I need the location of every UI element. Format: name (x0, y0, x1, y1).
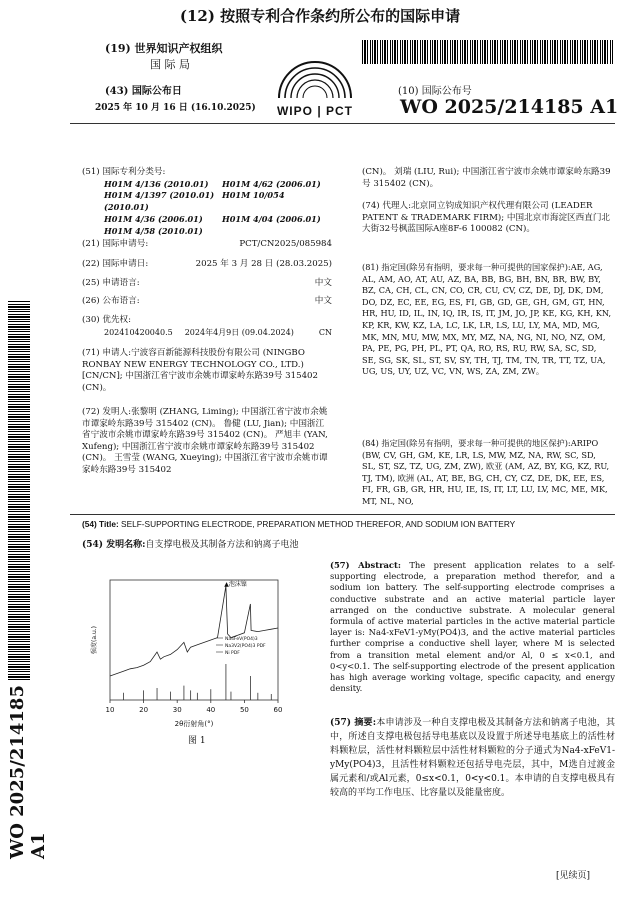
x-tick-label-5: 60 (273, 706, 283, 714)
top-barcode (362, 40, 614, 64)
abstract-en: (57) Abstract: The present application relates to a self-supporting electrode, a preparation method therefor, and a sodium ion battery. The self-supporting electrode comprises a conductive substrate and an active material particle layer arranged on the conductive substrate. A molecular general formula of active material particles in the active material particle layer is: Na4-xFeV1-yMy(PO4)3, and the active material particles further comprise a conductive shell layer, where M is selected from a transition metal element and/or Al, 0 ≤ x<0.1, and 0<y<0.1. The self-supporting electrode of the present application has high average working voltage, specific capacity, and energy density. (330, 560, 615, 694)
mid-rule (70, 514, 615, 515)
filing-lang-row: (25) 申请语言: 中文 (82, 278, 332, 288)
app-no-row: (21) 国际申请号: PCT/CN2025/085984 (82, 239, 332, 249)
classification-codes: H01M 4/136 (2010.01) H01M 4/62 (2006.01) H01M 4/1397 (2010.01) H01M 10/054 (2010.01) H01M 4/36 (2006.01) H01M 4/04 (2006.01) H01M 4/58 (2010.01) (104, 178, 321, 236)
pub-number: WO 2025/214185 A1 (400, 96, 619, 118)
continued-note: [见续页] (556, 871, 591, 881)
wipo-logo (275, 58, 355, 118)
inventors-block: (72) 发明人:张黎明 (ZHANG, Liming); 中国浙江省宁波市余姚市谭家岭东路39号 315402 (CN)。 鲁健 (LU, Jian); 中国浙江省宁波市余姚市谭家岭东路39号 315402 (CN)。 严旭丰 (YAN, Xufeng); 中国浙江省宁波市余姚市谭家岭东路39号 315402 (CN)。 王雪莹 (WANG, Xueying); 中国浙江省宁波市余姚市谭家岭东路39号 315402 (82, 407, 328, 475)
applicant-block: (71) 申请人:宁波容百新能源科技股份有限公司 (NINGBO RONBAY NEW ENERGY TECHNOLOGY CO., LTD.) [CN/CN]; 中国浙江省宁波市余姚市谭家岭东路39号 315402 (CN)。 (82, 348, 318, 393)
wipo-logo-text: WIPO | PCT (276, 104, 354, 118)
pub-date: 2025 年 10 月 16 日 (16.10.2025) (95, 103, 256, 113)
xrd-figure (88, 572, 320, 752)
filing-date-row: (22) 国际申请日: 2025 年 3 月 28 日 (28.03.2025) (82, 259, 332, 269)
org-bureau: 国 际 局 (150, 58, 190, 71)
x-tick-label-1: 20 (139, 706, 149, 714)
wipo-emblem-icon (275, 58, 355, 100)
classification-label: (51) 国际专利分类号: (82, 167, 166, 177)
legend-entry-1: Na3V2(PO4)3 PDF (225, 644, 266, 649)
priority-block: (30) 优先权: 202410420040.5 2024年4月9日 (09.04.2024) CN (82, 315, 332, 337)
foam-nickel-annotation: ▲泡沫镍 (224, 581, 247, 588)
xrd-chart (88, 572, 320, 737)
title-en: (54) Title: SELF-SUPPORTING ELECTRODE, PREPARATION METHOD THEREFOR, AND SODIUM ION BATTERY (82, 519, 516, 529)
designated-national: (81) 指定国(除另有指明，要求每一种可提供的国家保护):AE, AG, AL, AM, AO, AT, AU, AZ, BA, BB, BG, BH, BN, BR, BW, BY, BZ, CA, CH, CL, CN, CO, CR, CU, CV, CZ, DE, DJ, DK, DM, DO, DZ, EC, EE, EG, ES, FI, GB, GD, GE, GH, GM, GT, HN, HR, HU, ID, IL, IN, IQ, IR, IS, IT, JM, JO, JP, KE, KG, KH, KN, KP, KR, KW, KZ, LA, LC, LK, LR, LS, LU, LY, MA, MD, MG, MK, MN, MU, MW, MX, MY, MZ, NA, NG, NI, NO, NZ, OM, PA, PE, PG, PH, PL, PT, QA, RO, RS, RU, RW, SA, SC, SD, SE, SG, SK, SL, ST, SV, SY, TH, TJ, TM, TN, TR, TT, TZ, UA, UG, US, UY, UZ, VC, VN, WS, ZA, ZM, ZW。 (362, 262, 612, 377)
vertical-pub-number: WO 2025/214185 A1 (7, 685, 49, 859)
agent-block: (74) 代理人:北京同立钧成知识产权代理有限公司 (LEADER PATENT & TRADEMARK FIRM); 中国北京市海淀区西直门北大街32号枫蓝国际A座8F-6 100082 (CN)。 (362, 201, 611, 235)
pub-date-label: (43) 国际公布日 (105, 86, 182, 97)
x-tick-label-3: 40 (206, 706, 216, 714)
org-name: (19) 世界知识产权组织 (105, 42, 223, 55)
pub-lang-row: (26) 公布语言: 中文 (82, 296, 332, 306)
x-tick-label-2: 30 (172, 706, 182, 714)
figure-caption: 图 1 (188, 736, 206, 746)
pub-no-label: (10) 国际公布号 (398, 86, 472, 97)
legend-entry-2: Ni PDF (225, 651, 240, 656)
side-barcode (8, 300, 30, 680)
left-column (82, 167, 332, 238)
legend-entry-0: Na4FeV(PO4)3 (225, 637, 258, 642)
xrd-pattern-line (110, 586, 278, 676)
document-title: (12) 按照专利合作条约所公布的国际申请 (179, 7, 461, 25)
header-rule (70, 123, 615, 124)
inventors-continued: (CN)。 刘瑞 (LIU, Rui); 中国浙江省宁波市余姚市谭家岭东路39号 315402 (CN)。 (362, 167, 611, 189)
x-tick-label-4: 50 (239, 706, 249, 714)
abstract-zh: (57) 摘要:本申请涉及一种自支撑电极及其制备方法和钠离子电池，其中，所述自支撑电极包括导电基底以及设置于所述导电基底上的活性材料颗粒层，活性材料颗粒层中活性材料颗粒的分子通式为Na4-xFeV1-yMy(PO4)3，且活性材料颗粒还包括导电壳层，其中，M选自过渡金属元素和/或Al元素，0≤x<0.1，0<y<0.1。本申请的自支撑电极具有较高的平均工作电压、比容量以及能量密度。 (330, 718, 615, 798)
y-axis-label: 强度(a.u.) (91, 626, 98, 654)
x-axis-label: 2θ衍射角(°) (174, 720, 214, 728)
x-tick-label-0: 10 (105, 706, 115, 714)
designated-regional: (84) 指定国(除另有指明，要求每一种可提供的地区保护):ARIPO (BW, CV, GH, GM, KE, LR, LS, MW, MZ, NA, RW, SC, SD, SL, ST, SZ, TZ, UG, ZM, ZW), 欧亚 (AM, AZ, BY, KG, KZ, RU, TJ, TM), 欧洲 (AL, AT, BE, BG, CH, CY, CZ, DE, DK, EE, ES, FI, FR, GB, GR, HR, HU, IE, IS, IT, LT, LU, LV, MC, ME, MK, MT, NL, NO, (362, 438, 610, 506)
title-zh: (54) 发明名称:自支撑电极及其制备方法和钠离子电池 (82, 540, 299, 550)
